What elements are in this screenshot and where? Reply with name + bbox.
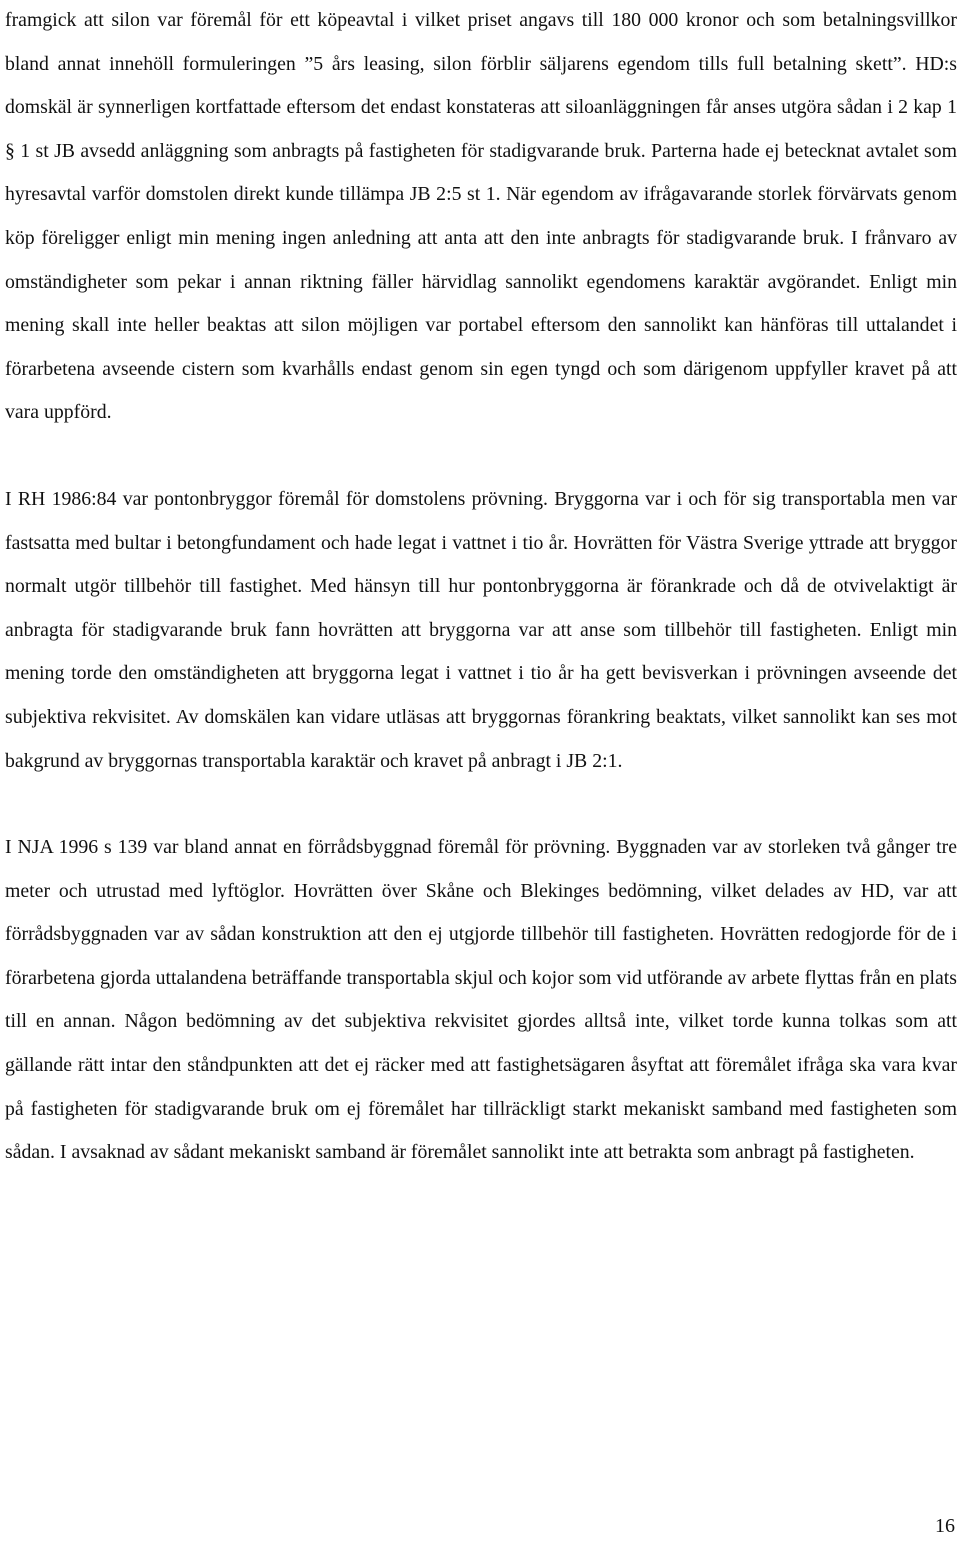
- document-page: [5, 0, 957, 1175]
- body-paragraph: I NJA 1996 s 139 var bland annat en förrådsbyggnad föremål för prövning. Byggnaden var av storleken två gånger tre meter och utrustad med lyftöglor. Hovrätten över Skåne och Blekinges bedömning, vilket delades av HD, var att förrådsbyggnaden var av sådan konstruktion att den ej utgjorde tillbehör till fastigheten. Hovrätten redogjorde för de i förarbetena gjorda uttalandena beträffande transportabla skjul och kojor som vid utförande av arbete flyttas från en plats till en annan. Någon bedömning av det subjektiva rekvisitet gjordes alltså inte, vilket torde kunna tolkas som att gällande rätt intar den ståndpunkten att det ej räcker med att fastighetsägaren åsyftat att föremålet ifråga ska vara kvar på fastigheten för stadigvarande bruk om ej föremålet har tillräckligt starkt mekaniskt samband med fastigheten som sådan. I avsaknad av sådant mekaniskt samband är föremålet sannolikt inte att betrakta som anbragt på fastigheten.: [5, 836, 957, 1164]
- page-number: 16: [935, 1515, 955, 1537]
- body-paragraph: I RH 1986:84 var pontonbryggor föremål för domstolens prövning. Bryggorna var i och för sig transportabla men var fastsatta med bultar i betongfundament och hade legat i vattnet i tio år. Hovrätten för Västra Sverige yttrade att bryggor normalt utgör tillbehör till fastighet. Med hänsyn till hur pontonbryggorna är förankrade och då de otvivelaktigt är anbragta för stadigvarande bruk fann hovrätten att bryggorna var att anse som tillbehör till fastigheten. Enligt min mening torde den omständigheten att bryggorna legat i vattnet i tio år ha gett bevisverkan i prövningen avseende det subjektiva rekvisitet. Av domskälen kan vidare utläsas att bryggornas förankring beaktats, vilket sannolikt kan ses mot bakgrund av bryggornas transportabla karaktär och kravet på anbragt i JB 2:1.: [5, 487, 957, 772]
- body-paragraph: framgick att silon var föremål för ett köpeavtal i vilket priset angavs till 180 000 kronor och som betalningsvillkor bland annat innehöll formuleringen ”5 års leasing, silon förblir säljarens egendom tills full betalning skett”. HD:s domskäl är synnerligen kortfattade eftersom det endast konstateras att siloanläggningen får anses utgöra sådan i 2 kap 1 § 1 st JB avsedd anläggning som anbragts på fastigheten för stadigvarande bruk. Parterna hade ej betecknat avtalet som hyresavtal varför domstolen direkt kunde tillämpa JB 2:5 st 1. När egendom av ifrågavarande storlek förvärvats genom köp föreligger enligt min mening ingen anledning att anta att den inte anbragts för stadigvarande bruk. I frånvaro av omständigheter som pekar i annan riktning fäller härvidlag sannolikt egendomens karaktär avgörandet. Enligt min mening skall inte heller beaktas att silon möjligen var portabel eftersom den sannolikt kan hänföras till uttalandet i förarbetena avseende cistern som kvarhålls endast genom sin egen tyngd och som därigenom uppfyller kravet på att vara uppförd.: [5, 9, 957, 424]
